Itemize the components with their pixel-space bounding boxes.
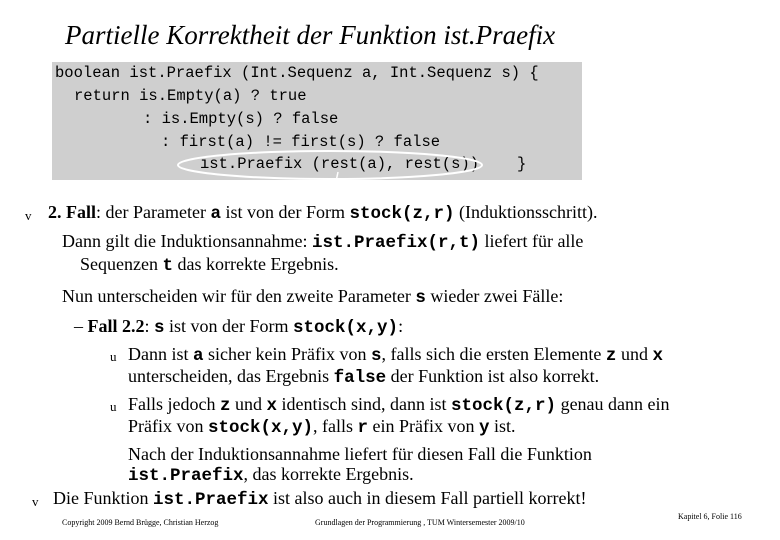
code-line-1: boolean ist.Praefix (Int.Sequenz a, Int.Sequenz s) { <box>55 64 539 82</box>
paragraph-result-false: unterscheiden, das Ergebnis false der Funktion ist also korrekt. <box>128 366 600 388</box>
code-line-2: return is.Empty(a) ? true <box>74 87 307 105</box>
paragraph-induction-result: Nach der Induktionsannahme liefert für diesen Fall die Funktion <box>128 444 592 464</box>
footer-course: Grundlagen der Programmierung , TUM Wintersemester 2009/10 <box>315 518 525 527</box>
code-line-6: } <box>517 155 527 173</box>
paragraph-correct-result: ist.Praefix, das korrekte Ergebnis. <box>128 464 414 486</box>
code-line-5: ist.Praefix (rest(a), rest(s)) <box>200 155 480 173</box>
paragraph-induction: Dann gilt die Induktionsannahme: ist.Praefix(r,t) liefert für alle <box>62 231 584 253</box>
highlight-ellipse-code <box>178 151 482 179</box>
paragraph-not-prefix: Dann ist a sicher kein Präfix von s, falls sich die ersten Elemente z und x <box>128 344 663 366</box>
code-line-4: : first(a) != first(s) ? false <box>161 133 441 151</box>
paragraph-case2: 2. Fall: der Parameter a ist von der Form stock(z,r) (Induktionsschritt). <box>48 202 598 224</box>
paragraph-sequences: Sequenzen t das korrekte Ergebnis. <box>80 254 339 276</box>
footer-copyright: Copyright 2009 Bernd Brügge, Christian Herzog <box>62 518 219 527</box>
slide-title: Partielle Korrektheit der Funktion ist.Praefix <box>65 20 556 50</box>
footer-slide-number: Kapitel 6, Folie 116 <box>678 512 742 521</box>
paragraph-case22: – Fall 2.2: s ist von der Form stock(x,y): <box>74 316 404 338</box>
paragraph-conclusion: Die Funktion ist.Praefix ist also auch in diesem Fall partiell korrekt! <box>53 488 587 510</box>
sub-bullet-icon: u <box>110 349 117 364</box>
paragraph-identical: Falls jedoch z und x identisch sind, dann ist stock(z,r) genau dann ein <box>128 394 670 416</box>
code-line-3: : is.Empty(s) ? false <box>143 110 339 128</box>
paragraph-distinguish: Nun unterscheiden wir für den zweite Parameter s wieder zwei Fälle: <box>62 286 564 308</box>
paragraph-prefix-condition: Präfix von stock(x,y), falls r ein Präfix von y ist. <box>128 416 516 438</box>
bullet-icon: v <box>32 494 39 509</box>
bullet-icon: v <box>25 208 32 223</box>
sub-bullet-icon: u <box>110 399 117 414</box>
